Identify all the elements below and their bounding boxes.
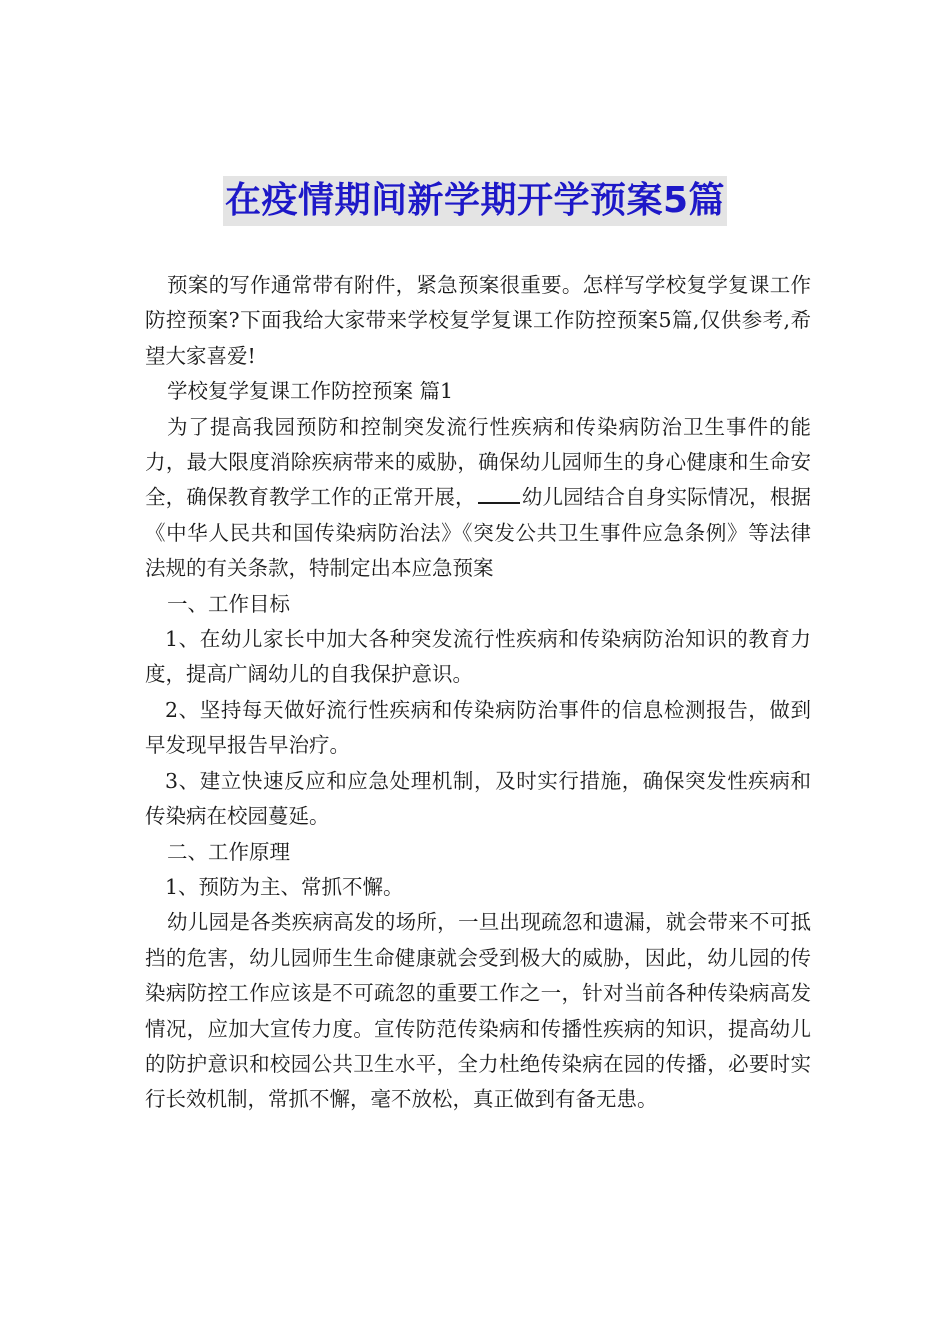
document-title: 在疫情期间新学期开学预案5篇 — [223, 176, 727, 226]
goal-item-1: 1、在幼儿家长中加大各种突发流行性疾病和传染病防治知识的教育力度，提高广阔幼儿的自我保护意识。 — [145, 627, 811, 687]
section-heading-principles: 二、工作原理 — [167, 839, 290, 864]
intro-paragraph: 预案的写作通常带有附件，紧急预案很重要。怎样写学校复学复课工作防控预案?下面我给大家带来学校复学复课工作防控预案5篇,仅供参考,希望大家喜爱! — [145, 273, 811, 368]
document-body — [145, 268, 811, 1118]
section-heading-goals: 一、工作目标 — [167, 591, 290, 616]
purpose-text-start: 为了提高我园预防和控制突发流行性疾病和传染病防治卫生事件的能力，最大限度消除疾病带来的威胁，确保幼儿园师生的身心健康和生命安全，确保教育教学工作的正常开展， — [145, 414, 811, 510]
purpose-text-end: 幼儿园结合自身实际情况，根据《中华人民共和国传染病防治法》《突发公共卫生事件应急条例》等法律法规的有关条款，特制定出本应急预案 — [145, 485, 812, 581]
title-container — [0, 176, 950, 226]
prevention-paragraph: 幼儿园是各类疾病高发的场所，一旦出现疏忽和遗漏，就会带来不可抵挡的危害，幼儿园师生生命健康就会受到极大的威胁，因此，幼儿园的传染病防控工作应该是不可疏忽的重要工作之一，针对当前各种传染病高发情况，应加大宣传力度。宣传防范传染病和传播性疾病的知识，提高幼儿的防护意识和校园公共卫生水平，全力杜绝传染病在园的传播，必要时实行长效机制，常抓不懈，毫不放松，真正做到有备无患。 — [145, 910, 811, 1112]
purpose-paragraph — [145, 410, 811, 587]
goal-item-2: 2、坚持每天做好流行性疾病和传染病防治事件的信息检测报告，做到早发现早报告早治疗。 — [145, 697, 811, 758]
article-heading: 学校复学复课工作防控预案 篇1 — [167, 379, 454, 404]
principle-item-1: 1、预防为主、常抓不懈。 — [165, 874, 404, 899]
goal-item-3: 3、建立快速反应和应急处理机制，及时实行措施，确保突发性疾病和传染病在校园蔓延。 — [145, 768, 811, 829]
fill-in-blank — [478, 484, 520, 504]
